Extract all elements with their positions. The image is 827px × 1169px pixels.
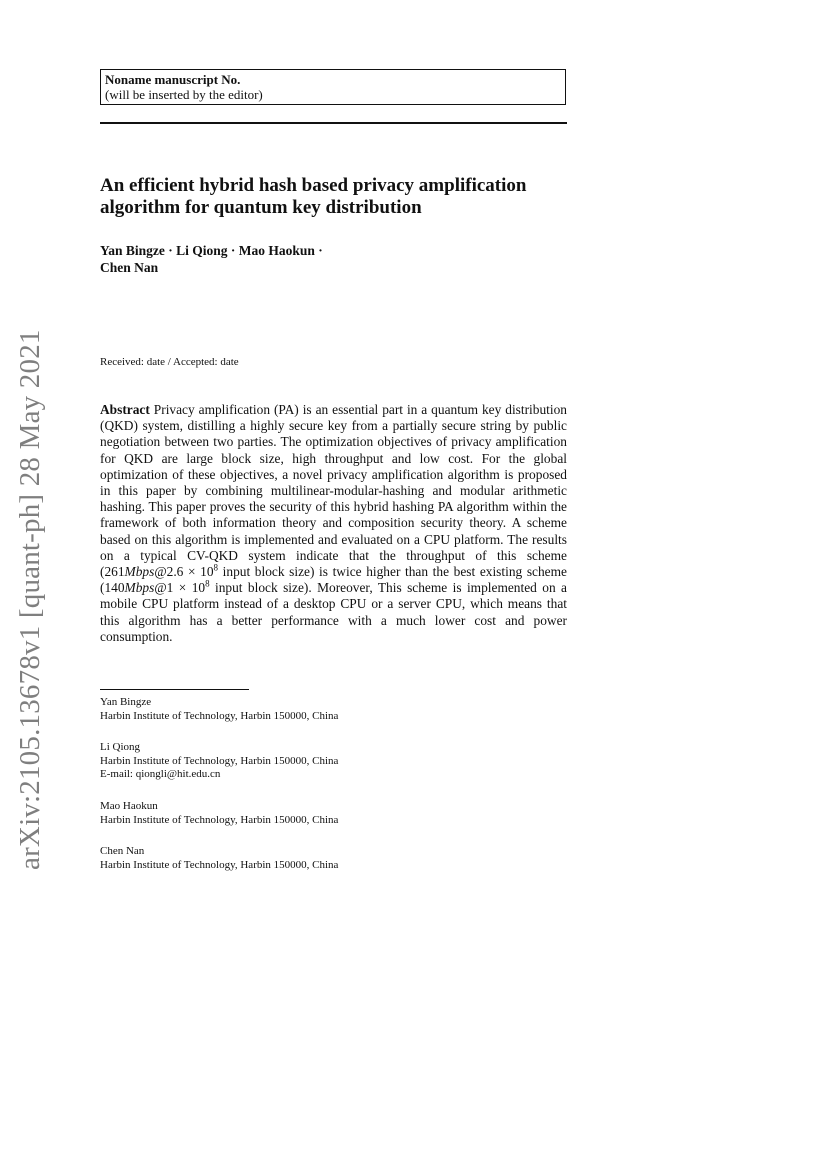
title-line-2: algorithm for quantum key distribution (100, 197, 422, 218)
authors-line-1: Yan Bingze · Li Qiong · Mao Haokun · (100, 243, 323, 258)
title-line-1: An efficient hybrid hash based privacy amplification (100, 175, 527, 196)
manuscript-label: Noname manuscript No. (105, 72, 241, 87)
manuscript-number-box (100, 69, 566, 105)
arxiv-identifier: arXiv:2105.13678v1 [quant-ph] 28 May 2021 (14, 329, 46, 870)
abstract-at-1: @2.6 × 10 (154, 564, 214, 580)
affiliation-institution: Harbin Institute of Technology, Harbin 150000, China (100, 709, 339, 722)
affiliation-institution: Harbin Institute of Technology, Harbin 150000, China (100, 754, 339, 767)
affiliation-author-name: Yan Bingze (100, 696, 152, 708)
affiliation-entry (100, 845, 500, 872)
unit-mbps-1: Mbps (124, 564, 155, 580)
affiliation-email: E-mail: qiongli@hit.edu.cn (100, 768, 221, 781)
footnote-rule (100, 689, 249, 690)
affiliation-entry (100, 800, 500, 827)
manuscript-note: (will be inserted by the editor) (105, 87, 263, 102)
affiliation-institution: Harbin Institute of Technology, Harbin 150000, China (100, 813, 339, 826)
abstract-text-3: input block size). Moreover, This scheme is implemented on a mobile CPU platform instead of a desktop CPU or a server CPU, which means that this algorithm has a better performance with a much lower cost and power consumption. (100, 580, 567, 644)
abstract (100, 402, 567, 645)
affiliations (100, 696, 500, 890)
affiliation-institution: Harbin Institute of Technology, Harbin 150000, China (100, 858, 339, 871)
paper-title (100, 175, 580, 219)
affiliation-author-name: Chen Nan (100, 845, 145, 858)
affiliation-entry (100, 696, 500, 723)
abstract-text-1: Privacy amplification (PA) is an essential part in a quantum key distribution (QKD) system, distilling a highly secure key from a partially secure string by public negotiation between two parties. The optimization objectives of privacy amplification for QKD are large block size, high throughput and low cost. For the global optimization of these objectives, a novel privacy amplification algorithm is proposed in this paper by combining multilinear-modular-hashing and modular arithmetic hashing. This paper proves the security of this hybrid hashing PA algorithm within the framework of both information theory and composition security theory. A scheme based on this algorithm is implemented and evaluated on a CPU platform. The results on a typical CV-QKD system indicate that the throughput of this scheme (261 (100, 402, 567, 580)
received-accepted-dates: Received: date / Accepted: date (100, 356, 239, 368)
header-rule (100, 122, 567, 124)
authors-line-2: Chen Nan (100, 260, 159, 275)
exponent-2: 8 (205, 578, 210, 589)
author-list (100, 242, 500, 276)
abstract-text-2: input block size) is twice higher than the best existing scheme (140 (100, 564, 567, 596)
affiliation-author-name: Mao Haokun (100, 799, 158, 812)
abstract-at-2: @1 × 10 (154, 580, 206, 596)
unit-mbps-2: Mbps (124, 580, 155, 596)
affiliation-author-name: Li Qiong (100, 741, 141, 754)
exponent-1: 8 (213, 562, 219, 573)
abstract-label: Abstract (100, 402, 150, 417)
affiliation-entry (100, 741, 500, 782)
